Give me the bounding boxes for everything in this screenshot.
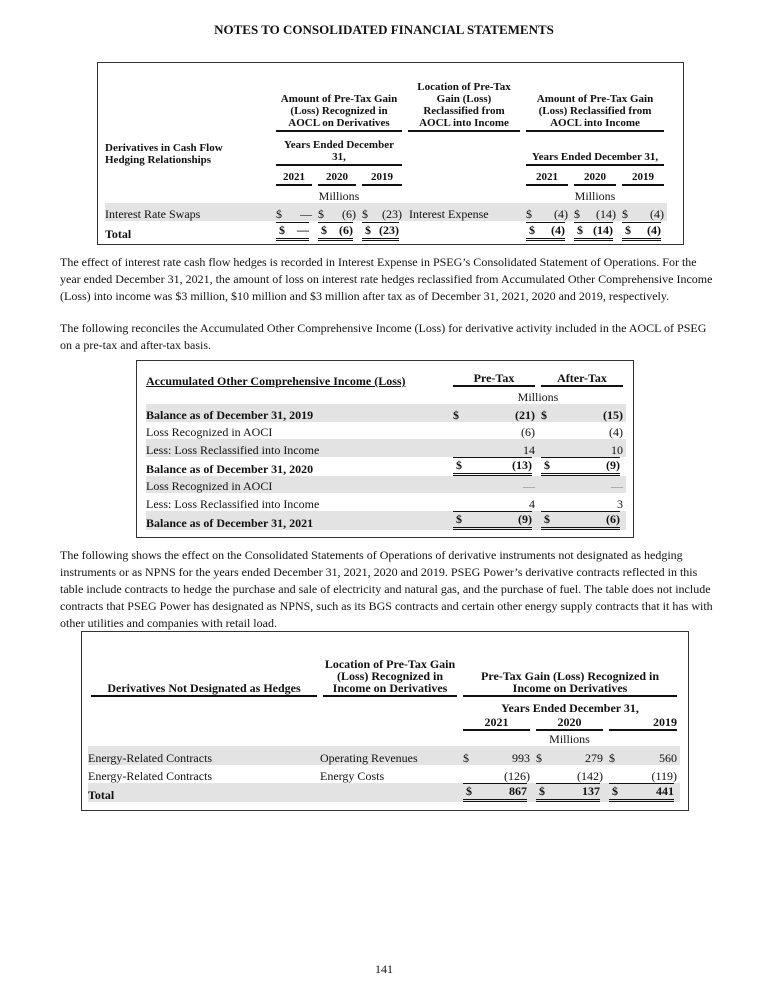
pretax-header: Pre-Tax — [453, 372, 535, 387]
total-row: Total $ 867 $ 137 $ 441 — [88, 783, 680, 802]
page-number: 141 — [375, 962, 393, 976]
units-label: Millions — [517, 390, 559, 404]
paragraph-aocl-reconcile: The following reconciles the Accumulated Other Comprehensive Income (Loss) for derivative activity included in the AOCL of PSEG on a pre-tax and after-tax basis. — [60, 321, 707, 352]
table-row: Energy-Related Contracts Energy Costs (126) (142) (119) — [88, 769, 678, 783]
value: (4) — [554, 207, 568, 221]
aocl-table — [146, 370, 626, 530]
table-row: Less: Loss Reclassified into Income 4 3 — [146, 496, 623, 511]
row-header: Derivatives in Cash Flow Hedging Relationships — [105, 142, 223, 166]
years-ended-header: Years Ended December 31, — [501, 701, 639, 715]
table-row: Interest Rate Swaps $ — $ (6) $ (23) Interest Expense $ (4) $ (14) $ (4) — [105, 203, 667, 221]
page-title: NOTES TO CONSOLIDATED FINANCIAL STATEMENTS — [214, 22, 554, 37]
paragraph-interest-hedges: The effect of interest rate cash flow hedges is recorded in Interest Expense in PSEG’s Consolidated Statement of Operations. For the year ended December 31, 2021, the amount of loss on interest rate hedges reclassified from Accumulated Other Comprehensive Income (Loss) into income was $3 million, $10 million and $3 million after tax as of December 31, 2021, 2020 and 2019, respectively. — [60, 255, 713, 303]
cash-flow-hedges-table — [105, 72, 667, 241]
units-label: Millions — [549, 732, 590, 746]
value: (4) — [647, 223, 661, 237]
location-header: Location of Pre-Tax Gain (Loss) Recognized in Income on Derivatives — [324, 657, 456, 695]
units-label: Millions — [318, 189, 360, 203]
aocl-header: Accumulated Other Comprehensive Income (Loss) — [146, 374, 406, 388]
table-row: Energy-Related Contracts Operating Revenues $ 993 $ 279 $ 560 — [88, 746, 680, 765]
table-row: Balance as of December 31, 2019 $ (21) $ (15) — [146, 404, 626, 422]
year-header: 2019 — [362, 171, 402, 186]
year-header: 2020 — [574, 171, 616, 186]
value: — — [297, 223, 309, 237]
value: (4) — [650, 207, 664, 221]
table-row: Balance as of December 31, 2021 $ (9) $ (6) — [146, 511, 626, 530]
year-header: 2020 — [318, 171, 356, 186]
row-label: Total — [105, 227, 132, 241]
value: (23) — [382, 207, 402, 221]
value: (6) — [342, 207, 356, 221]
non-designated-table — [88, 643, 680, 802]
table-row: Loss Recognized in AOCI (6) (4) — [146, 425, 623, 439]
table-row: Balance as of December 31, 2020 $ (13) $ (9) — [146, 457, 620, 476]
units-label: Millions — [574, 189, 616, 203]
value: (14) — [593, 223, 613, 237]
year-header: 2021 — [276, 171, 312, 186]
years-ended-header: Years Ended December 31, — [526, 151, 664, 166]
table-row: Less: Loss Reclassified into Income 14 10 — [146, 439, 626, 457]
value: — — [300, 207, 312, 221]
year-header: 2021 — [526, 171, 568, 186]
gain-loss-header: Pre-Tax Gain (Loss) Recognized in Income on Derivatives — [463, 670, 677, 697]
total-row: Total $ — $ (6) $ (23) $ (4) $ (14) $ (4) — [105, 223, 661, 241]
year-header: 2019 — [622, 171, 664, 186]
location-cell: Interest Expense — [405, 203, 523, 221]
reclassified-header: Amount of Pre-Tax Gain (Loss) Reclassified from AOCL into Income — [526, 93, 664, 132]
value: (6) — [339, 223, 353, 237]
paragraph-non-designated: The following shows the effect on the Consolidated Statements of Operations of derivative instruments not designated as hedging instruments or as NPNS for the years ended December 31, 2021, 2020 and 2019. PSEG Power’s derivative contracts reflected in this table include contracts to hedge the purchase and sale of electricity and natural gas, and the purchase of fuel. The table does not include contracts that PSEG Power has designated as NPNS, such as its BGS contracts and certain other energy supply contracts that it has with other utilities and companies with retail load. — [60, 548, 713, 630]
value: (4) — [551, 223, 565, 237]
aftertax-header: After-Tax — [541, 372, 623, 387]
value: (23) — [379, 223, 399, 237]
year-header: 2020 — [536, 716, 603, 731]
recognized-header: Amount of Pre-Tax Gain (Loss) Recognized in AOCL on Derivatives — [276, 93, 402, 132]
table-row: Loss Recognized in AOCI — — — [146, 476, 626, 494]
value: (14) — [596, 207, 616, 221]
year-header: 2021 — [463, 716, 530, 731]
row-label: Interest Rate Swaps — [105, 203, 273, 221]
year-header: 2019 — [609, 716, 677, 731]
location-header: Location of Pre-Tax Gain (Loss) Reclassified from AOCL into Income — [408, 81, 520, 132]
row-header: Derivatives Not Designated as Hedges — [91, 682, 317, 697]
years-ended-header: Years Ended December 31, — [276, 139, 402, 166]
